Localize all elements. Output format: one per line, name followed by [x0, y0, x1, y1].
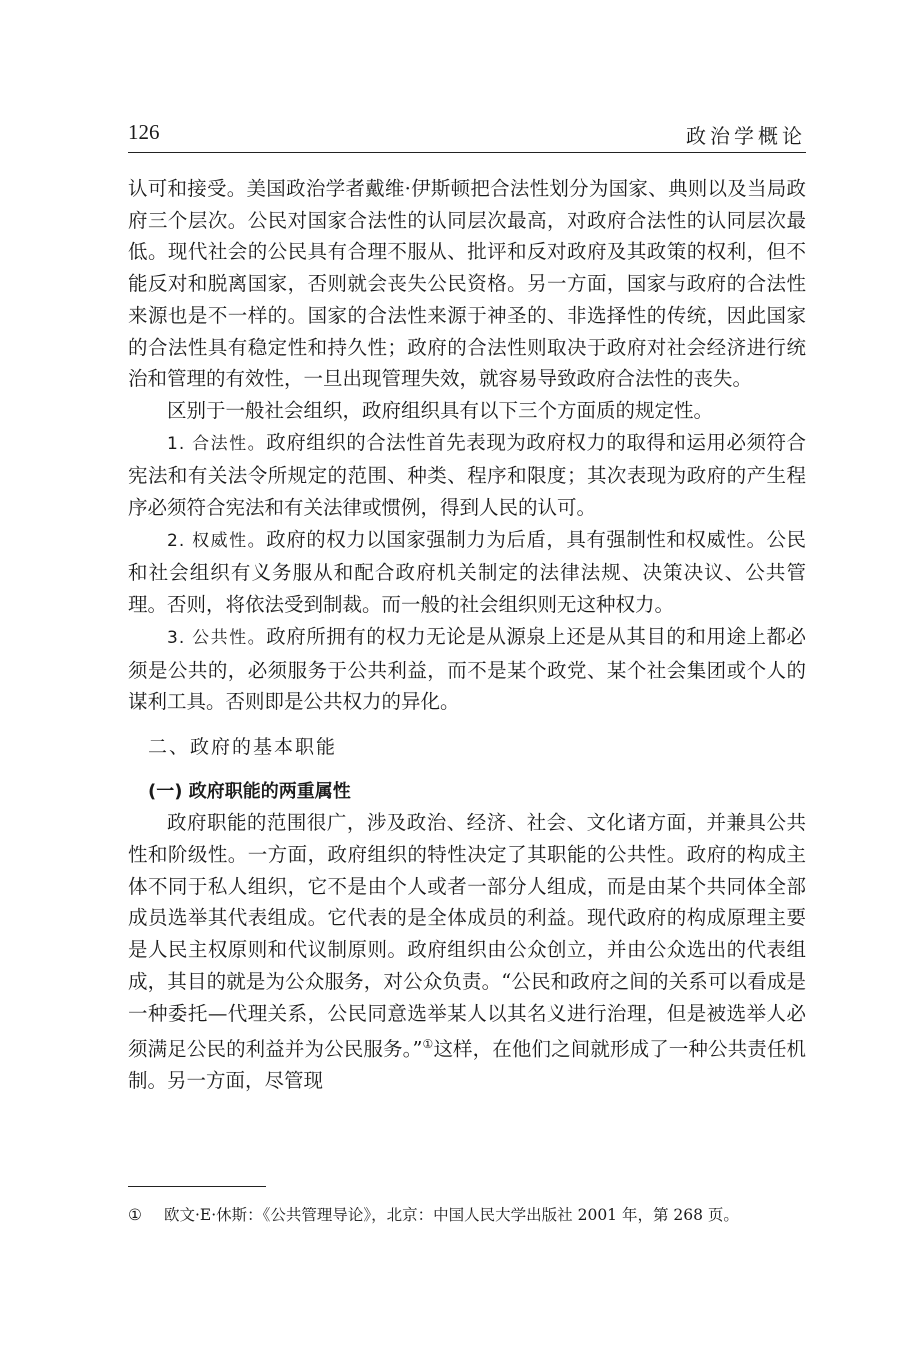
footnote-rule [128, 1186, 266, 1187]
list-item-label: 3. 公共性。 [167, 627, 267, 648]
running-title: 政治学概论 [686, 124, 806, 148]
list-item-text: 政府所拥有的权力无论是从源泉上还是从其目的和用途上都必须是公共的，必须服务于公共利益，而不是某个政党、某个社会集团或个人的谋利工具。否则即是公共权力的异化。 [128, 624, 806, 714]
paragraph-dual-attributes [128, 807, 806, 1097]
paragraph-text: 政府职能的范围很广，涉及政治、经济、社会、文化诸方面，并兼具公共性和阶级性。一方面，政府组织的特性决定了其职能的公共性。政府的构成主体不同于私人组织，它不是由个人或者一部分人组成，而是由某个共同体全部成员选举其代表组成。它代表的是全体成员的利益。现代政府的构成原理主要是人民主权原则和代议制原则。政府组织由公众创立，并由公众选出的代表组成，其目的就是为公众服务，对公众负责。“公民和政府之间的关系可以看成是一种委托—代理关系，公民同意选举某人以其名义进行治理，但是被选举人必须满足公民的利益并为公民服务。” [128, 811, 806, 1061]
list-item-text: 政府组织的合法性首先表现为政府权力的取得和运用必须符合宪法和有关法令所规定的范围、种类、程序和限度；其次表现为政府的产生程序必须符合宪法和有关法律或惯例，得到人民的认可。 [128, 430, 806, 520]
list-item-label: 2. 权威性。 [167, 530, 267, 551]
body-text [128, 173, 806, 1097]
list-item-label: 1. 合法性。 [167, 433, 267, 454]
paragraph-legitimacy: 认可和接受。美国政治学者戴维·伊斯顿把合法性划分为国家、典则以及当局政府三个层次。公民对国家合法性的认同层次最高，对政府合法性的认同层次最低。现代社会的公民具有合理不服从、批评和反对政府及其政策的权利，但不能反对和脱离国家，否则就会丧失公民资格。另一方面，国家与政府的合法性来源也是不一样的。国家的合法性来源于神圣的、非选择性的传统，因此国家的合法性具有稳定性和持久性；政府的合法性则取决于政府对社会经济进行统治和管理的有效性，一旦出现管理失效，就容易导致政府合法性的丧失。 [128, 177, 806, 391]
page-header [128, 120, 806, 154]
subsection-heading: (一) 政府职能的两重属性 [148, 780, 351, 802]
page-number: 126 [128, 120, 160, 144]
footnote [128, 1204, 806, 1226]
list-item-publicness [128, 621, 806, 718]
header-rule [128, 152, 806, 153]
list-item-legality [128, 427, 806, 524]
section-heading: 二、政府的基本职能 [148, 735, 338, 758]
paragraph-text: 这样，在他们之间就形成了一种公共责任机制。另一方面，尽管现 [128, 1037, 806, 1093]
list-item-authority [128, 524, 806, 621]
paragraph-intro-properties: 区别于一般社会组织，政府组织具有以下三个方面质的规定性。 [167, 398, 714, 422]
list-item-text: 政府的权力以国家强制力为后盾，具有强制性和权威性。公民和社会组织有义务服从和配合政府机关制定的法律法规、决策决议、公共管理。否则，将依法受到制裁。而一般的社会组织则无这种权力。 [128, 527, 806, 617]
footnote-text: 欧文·E·休斯：《公共管理导论》，北京：中国人民大学出版社 2001 年，第 268 页。 [164, 1206, 739, 1224]
footnote-reference[interactable]: ① [422, 1037, 434, 1052]
footnote-mark: ① [128, 1206, 142, 1224]
